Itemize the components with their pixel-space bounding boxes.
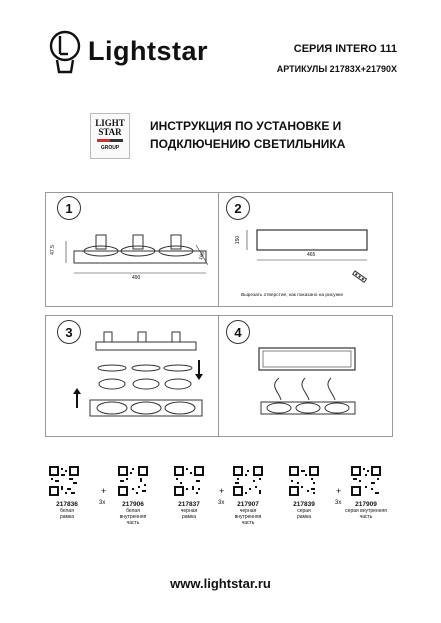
step-number-4: 4 [226, 320, 250, 344]
product-desc2: часть [359, 514, 373, 520]
product-217836 [49, 466, 85, 520]
multiplier: 3x [335, 500, 342, 506]
title-line2: ПОДКЛЮЧЕНИЮ СВЕТИЛЬНИКА [150, 137, 346, 151]
product-217837 [171, 466, 207, 520]
qr-code-icon [289, 466, 319, 496]
product-desc1: белая [60, 508, 74, 514]
product-desc2: рамка [296, 514, 312, 520]
brand-name: Lightstar [88, 36, 209, 66]
plus-sign: + [101, 486, 107, 496]
lightstar-group-logo [90, 113, 130, 159]
product-217839 [286, 466, 322, 520]
product-desc1: серая внутренняя [345, 508, 387, 514]
product-desc2: рамка [181, 514, 197, 520]
group-logo-line1: LIGHT [95, 118, 125, 128]
title-line1: ИНСТРУКЦИЯ ПО УСТАНОВКЕ И [150, 119, 342, 133]
product-code: 217906 [122, 501, 144, 508]
qr-code-icon [351, 466, 381, 496]
articles-label: АРТИКУЛЫ 21783X+21790X [276, 64, 397, 74]
product-desc1: серая [297, 508, 311, 514]
qr-code-icon [118, 466, 148, 496]
product-desc1: черная [180, 508, 198, 514]
group-logo-line2: STAR [98, 127, 122, 137]
plus-sign: + [336, 486, 342, 496]
step1-dim-height: 47.5 [49, 245, 56, 255]
multiplier: 3x [99, 500, 106, 506]
product-217907 [228, 466, 268, 526]
lightstar-logo-icon [48, 28, 84, 78]
step2-dim-height: 150 [235, 235, 242, 245]
series-label: СЕРИЯ INTERO 111 [293, 43, 397, 55]
product-code: 217839 [293, 501, 315, 508]
step-number-1: 1 [57, 196, 81, 220]
product-code: 217836 [56, 501, 78, 508]
product-217909 [344, 466, 388, 520]
product-desc1: черная внутренняя [234, 508, 262, 520]
product-desc1: белая внутренняя [119, 508, 147, 520]
product-code: 217837 [178, 501, 200, 508]
group-logo-line3: GROUP [100, 145, 120, 151]
product-desc2: рамка [59, 514, 75, 520]
qr-code-icon [174, 466, 204, 496]
product-code: 217909 [355, 501, 377, 508]
step-number-3: 3 [57, 320, 81, 344]
step1-dim-width: 490 [132, 275, 141, 281]
step2-dim-width: 465 [307, 252, 316, 258]
step-number-2: 2 [226, 196, 250, 220]
qr-code-icon [49, 466, 79, 496]
step1-dim-depth: 180 [197, 251, 207, 261]
product-desc2: часть [126, 520, 140, 526]
website-link[interactable]: www.lightstar.ru [170, 576, 271, 591]
instruction-title [150, 117, 345, 153]
multiplier: 3x [218, 500, 225, 506]
product-217906 [113, 466, 153, 526]
product-code: 217907 [237, 501, 259, 508]
plus-sign: + [219, 486, 225, 496]
product-desc2: часть [241, 520, 255, 526]
qr-code-icon [233, 466, 263, 496]
step2-caption: Вырезать отверстие, как показано на рисунке [241, 293, 344, 298]
